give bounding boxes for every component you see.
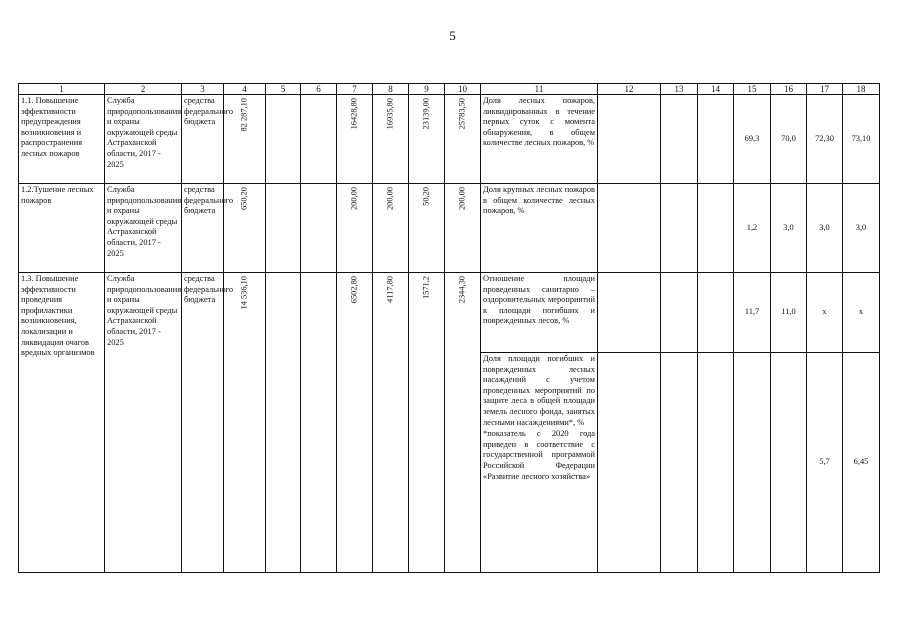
indicator-cell	[481, 353, 598, 573]
empty-cell	[698, 95, 734, 184]
header-cell: 2	[105, 84, 182, 95]
source-cell: средства федерального бюджета	[182, 184, 224, 273]
empty-cell	[661, 353, 698, 573]
amount-cell: 23139,00	[409, 95, 445, 184]
empty-cell	[598, 353, 661, 573]
empty-cell	[301, 184, 337, 273]
empty-cell	[266, 184, 301, 273]
value-cell: 11,0	[771, 273, 807, 353]
amount-cell: 200,00	[445, 184, 481, 273]
indicator-text: Доля площади погибших и поврежденных лесных насаждений с учетом проведенных мероприятий по защите леса в общей площади земель лесного фонда, занятых лесными насаждениями*, %	[483, 354, 595, 427]
amount-cell: 650,20	[224, 184, 266, 273]
amount-cell: 200,00	[337, 184, 373, 273]
amount-cell: 200,00	[373, 184, 409, 273]
indicator-cell: Доля лесных пожаров, ликвидированных в течение первых суток с момента обнаружения, в общем количестве лесных пожаров, %	[481, 95, 598, 184]
indicator-cell: Отношение площади проведенных санитарно – оздоровительных мероприятий к площади погибших и поврежденных лесов, %	[481, 273, 598, 353]
header-cell: 7	[337, 84, 373, 95]
amount-cell: 25783,50	[445, 95, 481, 184]
header-cell: 15	[734, 84, 771, 95]
header-cell: 17	[807, 84, 843, 95]
executor-cell: Служба природопользования и охраны окружающей среды Астраханской области, 2017 - 2025	[105, 273, 182, 573]
header-cell: 5	[266, 84, 301, 95]
executor-cell: Служба природопользования и охраны окружающей среды Астраханской области, 2017 - 2025	[105, 95, 182, 184]
source-cell: средства федерального бюджета	[182, 95, 224, 184]
value-cell: 3,0	[843, 184, 880, 273]
header-cell: 16	[771, 84, 807, 95]
value-cell: х	[807, 273, 843, 353]
value-cell: 3,0	[807, 184, 843, 273]
value-cell: 73,10	[843, 95, 880, 184]
table-row	[19, 273, 880, 353]
value-cell: 6,45	[843, 353, 880, 573]
header-cell: 6	[301, 84, 337, 95]
empty-cell	[698, 273, 734, 353]
amount-cell: 4117,80	[373, 273, 409, 573]
executor-cell: Служба природопользования и охраны окружающей среды Астраханской области, 2017 - 2025	[105, 184, 182, 273]
amount-cell: 16935,80	[373, 95, 409, 184]
value-cell: 70,0	[771, 95, 807, 184]
empty-cell	[698, 184, 734, 273]
header-cell: 9	[409, 84, 445, 95]
header-cell: 12	[598, 84, 661, 95]
amount-cell: 2344,30	[445, 273, 481, 573]
measure-cell: 1.3. Повышение эффективности проведения профилактики возникновения, локализации и ликвидации очагов вредных организмов	[19, 273, 105, 573]
empty-cell	[661, 95, 698, 184]
value-cell: 11,7	[734, 273, 771, 353]
empty-cell	[301, 95, 337, 184]
amount-cell: 1571,2	[409, 273, 445, 573]
amount-cell: 82 287,10	[224, 95, 266, 184]
header-cell: 13	[661, 84, 698, 95]
empty-cell	[598, 184, 661, 273]
amount-cell: 6502,80	[337, 273, 373, 573]
value-cell: 3,0	[771, 184, 807, 273]
page-number: 5	[449, 28, 456, 43]
source-cell: средства федерального бюджета	[182, 273, 224, 573]
indicator-footnote: *показатель с 2020 года приведен в соответствие с государственной программой Российской Федерации «Развитие лесного хозяйства»	[483, 429, 595, 481]
empty-cell	[266, 95, 301, 184]
empty-cell	[771, 353, 807, 573]
indicator-cell: Доля крупных лесных пожаров в общем количестве лесных пожаров, %	[481, 184, 598, 273]
header-cell: 4	[224, 84, 266, 95]
empty-cell	[301, 273, 337, 573]
header-cell: 10	[445, 84, 481, 95]
header-cell: 8	[373, 84, 409, 95]
empty-cell	[266, 273, 301, 573]
table-row	[19, 184, 880, 273]
header-cell: 14	[698, 84, 734, 95]
header-cell: 18	[843, 84, 880, 95]
value-cell: 69,3	[734, 95, 771, 184]
empty-cell	[598, 95, 661, 184]
program-table	[18, 83, 880, 573]
value-cell: 1,2	[734, 184, 771, 273]
value-cell: х	[843, 273, 880, 353]
empty-cell	[698, 353, 734, 573]
measure-cell: 1.1. Повышение эффективности предупреждения возникновения и распространения лесных пожаров	[19, 95, 105, 184]
empty-cell	[598, 273, 661, 353]
value-cell: 72,30	[807, 95, 843, 184]
table-row	[19, 95, 880, 184]
header-cell: 11	[481, 84, 598, 95]
header-cell: 3	[182, 84, 224, 95]
measure-cell: 1.2.Тушение лесных пожаров	[19, 184, 105, 273]
value-cell: 5,7	[807, 353, 843, 573]
amount-cell: 50,20	[409, 184, 445, 273]
header-cell: 1	[19, 84, 105, 95]
amount-cell: 16428,80	[337, 95, 373, 184]
amount-cell: 14 536,10	[224, 273, 266, 573]
empty-cell	[661, 184, 698, 273]
header-row	[19, 84, 880, 95]
empty-cell	[734, 353, 771, 573]
empty-cell	[661, 273, 698, 353]
